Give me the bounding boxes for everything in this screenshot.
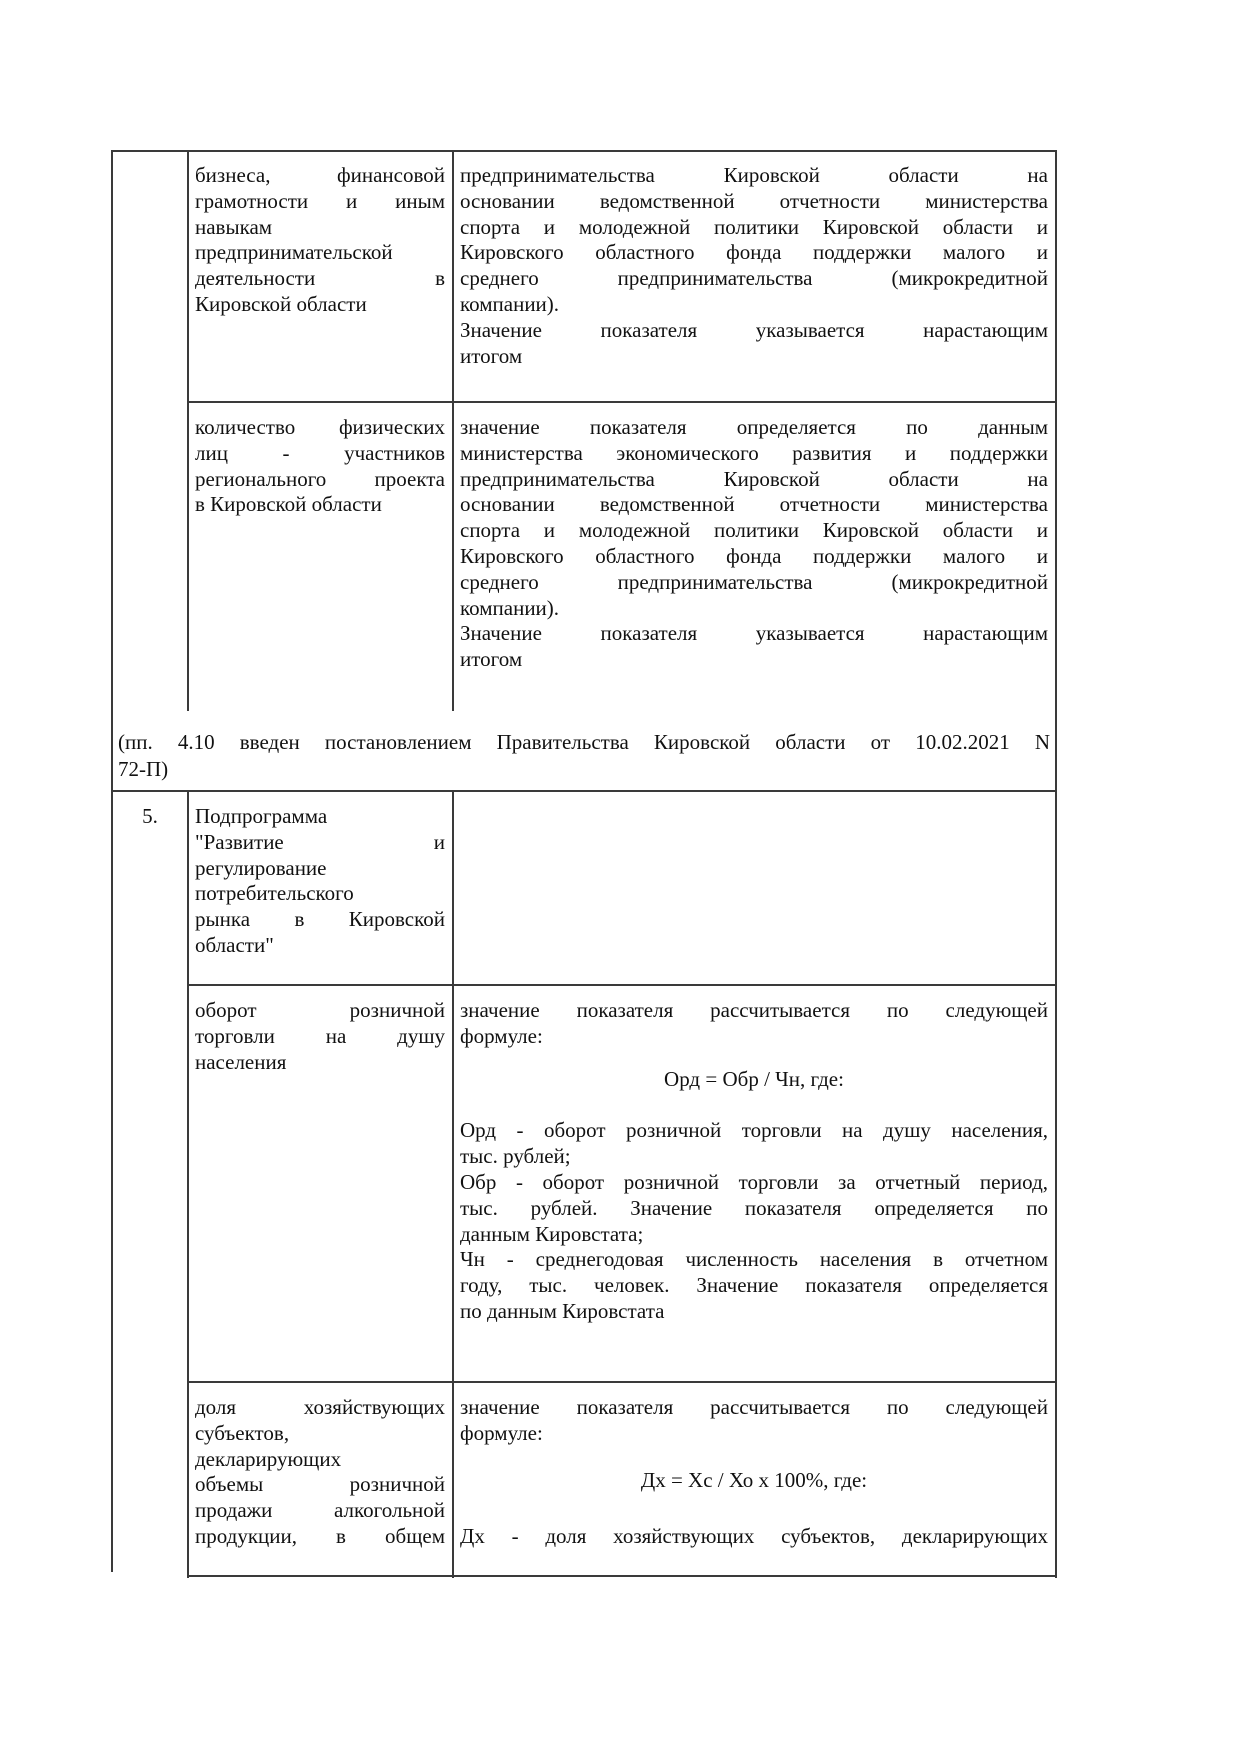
subprogram-line: рынка в Кировской (195, 907, 445, 932)
indicator-line: навыкам (195, 214, 273, 239)
table-border-left (111, 150, 113, 1572)
note-line: 72-П) (118, 757, 169, 781)
row-divider (187, 401, 1057, 403)
indicator-line: декларирующих (195, 1446, 342, 1471)
row-divider (111, 790, 1057, 792)
note-line: (пп. 4.10 введен постановлением Правительства Кировской области от 10.02.2021 N (118, 730, 1050, 754)
formula: Орд = Обр / Чн, где: (664, 1066, 844, 1091)
method-line: итогом (460, 647, 523, 672)
indicator-line: доля хозяйствующих (195, 1395, 445, 1419)
method-line: Значение показателя указывается нарастающим (460, 317, 1048, 342)
subprogram-line: потребительского (195, 881, 354, 906)
indicator-line: продукции, в общем (195, 1523, 445, 1548)
method-line: основании ведомственной отчетности министерства (460, 188, 1048, 213)
method-line: Кировского областного фонда поддержки малого и (460, 240, 1048, 265)
table-border-right (1055, 150, 1057, 792)
method-line: среднего предпринимательства (микрокредитной (460, 266, 1048, 291)
subprogram-line: "Развитие и (195, 829, 445, 854)
indicator-line: предпринимательской (195, 240, 393, 265)
indicator-cell (195, 415, 445, 518)
method-line: компании). (460, 291, 560, 316)
column-divider (187, 150, 189, 711)
subprogram-line: области" (195, 932, 274, 957)
method-line: формуле: (460, 1420, 543, 1445)
method-cell (460, 163, 1048, 369)
definition-line: Обр - оборот розничной торговли за отчетный период, (460, 1169, 1048, 1194)
indicator-line: грамотности и иным (195, 188, 445, 213)
definition-line: Орд - оборот розничной торговли на душу населения, (460, 1118, 1048, 1143)
method-cell (460, 1395, 1048, 1550)
indicator-cell (195, 1395, 445, 1550)
indicator-cell (195, 998, 445, 1075)
indicator-line: субъектов, (195, 1420, 290, 1445)
indicator-line: регионального проекта (195, 466, 445, 491)
method-line: основании ведомственной отчетности министерства (460, 492, 1048, 517)
table-border-top (111, 150, 1057, 152)
method-line: Кировского областного фонда поддержки малого и (460, 543, 1048, 568)
indicator-line: населения (195, 1049, 287, 1074)
method-line: среднего предпринимательства (микрокредитной (460, 569, 1048, 594)
column-divider (187, 790, 189, 1578)
formula: Дх = Хс / Хо х 100%, где: (640, 1467, 868, 1492)
indicator-line: лиц - участников (195, 440, 445, 465)
method-cell (460, 415, 1048, 673)
row-divider (187, 984, 1057, 986)
amendment-note (118, 729, 1050, 783)
indicator-line: бизнеса, финансовой (195, 163, 445, 187)
method-line: предпринимательства Кировской области на (460, 163, 1048, 187)
method-line: предпринимательства Кировской области на (460, 466, 1048, 491)
section-number: 5. (142, 804, 158, 828)
subprogram-title (195, 804, 445, 959)
method-line: значение показателя определяется по данным (460, 415, 1048, 439)
definition-line: Дх - доля хозяйствующих субъектов, декларирующих (460, 1524, 1048, 1549)
indicator-line: деятельности в (195, 266, 445, 291)
method-line: министерства экономического развития и поддержки (460, 440, 1048, 465)
indicator-line: торговли на душу (195, 1023, 445, 1048)
definition-line: тыс. рублей; (460, 1144, 571, 1169)
indicator-cell (195, 163, 445, 318)
method-line: итогом (460, 343, 523, 368)
row-divider (187, 1381, 1057, 1383)
subprogram-line: регулирование (195, 855, 327, 880)
method-line: значение показателя рассчитывается по следующей (460, 1395, 1048, 1419)
method-line: компании). (460, 595, 560, 620)
table-border-right (1055, 790, 1057, 1578)
method-line: спорта и молодежной политики Кировской области и (460, 518, 1048, 543)
definition-line: году, тыс. человек. Значение показателя определяется (460, 1273, 1048, 1298)
indicator-line: в Кировской области (195, 492, 382, 517)
table-border-bottom (187, 1575, 1057, 1577)
definition-line: по данным Кировстата (460, 1298, 665, 1323)
indicator-line: количество физических (195, 415, 445, 439)
indicator-line: объемы розничной (195, 1472, 445, 1497)
definition-line: тыс. рублей. Значение показателя определяется по (460, 1195, 1048, 1220)
column-divider (452, 790, 454, 1578)
indicator-line: оборот розничной (195, 998, 445, 1022)
method-line: Значение показателя указывается нарастающим (460, 621, 1048, 646)
method-line: формуле: (460, 1023, 543, 1048)
method-line: спорта и молодежной политики Кировской области и (460, 214, 1048, 239)
indicator-line: продажи алкогольной (195, 1498, 445, 1523)
definition-line: данным Кировстата; (460, 1221, 644, 1246)
indicator-line: Кировской области (195, 291, 367, 316)
definition-line: Чн - среднегодовая численность населения в отчетном (460, 1247, 1048, 1272)
method-cell (460, 998, 1048, 1325)
method-line: значение показателя рассчитывается по следующей (460, 998, 1048, 1022)
subprogram-line: Подпрограмма (195, 804, 328, 828)
column-divider (452, 150, 454, 711)
